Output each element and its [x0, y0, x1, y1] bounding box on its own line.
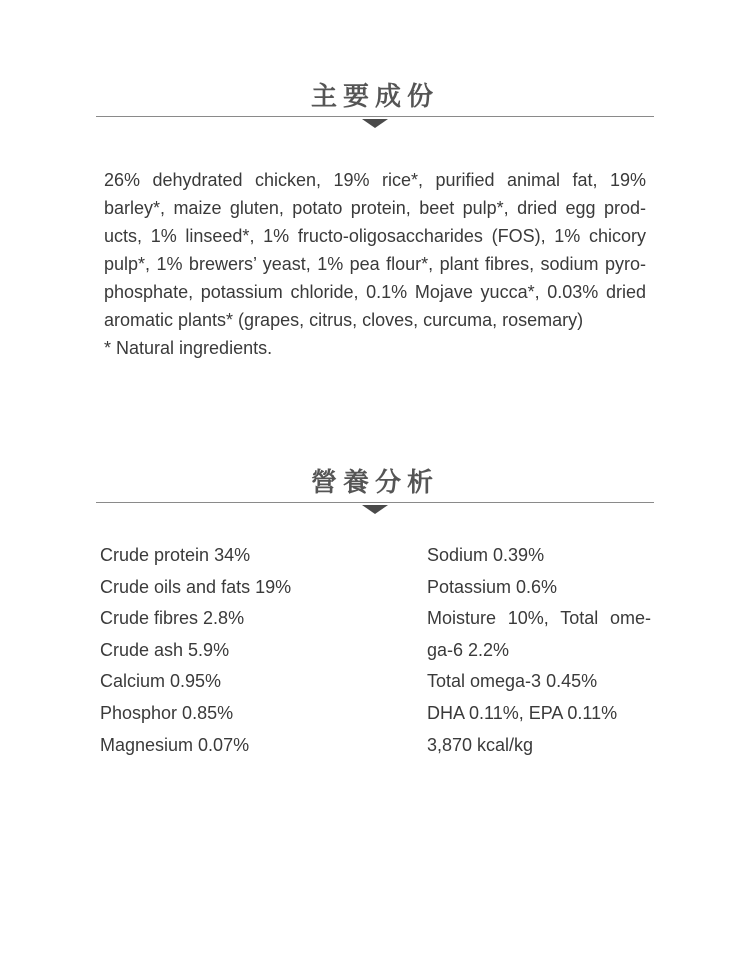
caret-down-icon [362, 505, 388, 514]
analysis-item: Total omega-3 0.45% [427, 671, 598, 692]
analysis-title: 營養分析 [310, 468, 439, 498]
analysis-list-left [100, 540, 390, 761]
ingredients-divider [96, 116, 654, 117]
ingredients-text: 26% dehydrated chicken, 19% rice*, purified animal fat, 19% barley*, maize gluten, potato protein, beet pulp*, dried egg prod-ucts, 1% linseed*, 1% fructo-oligosaccharides (FOS), 1% chicory pulp*, 1% brewers’ yeast, 1% pea flour*, plant fibres, sodium pyro-phosphate, potassium chloride, 0.1% Mojave yucca*, 0.03% dried aromatic plants* (grapes, citrus, cloves, curcuma, rosemary) [104, 170, 646, 330]
analysis-item: Magnesium 0.07% [100, 734, 250, 755]
analysis-item: DHA 0.11%, EPA 0.11% [427, 702, 618, 723]
ingredients-header [96, 80, 654, 128]
analysis-item: Crude ash 5.9% [100, 639, 230, 660]
analysis-item: Calcium 0.95% [100, 671, 222, 692]
analysis-item: Crude oils and fats 19% [100, 576, 292, 597]
analysis-item: 3,870 kcal/kg [427, 734, 534, 755]
analysis-divider [96, 502, 654, 503]
analysis-list-right [427, 540, 651, 761]
ingredients-title: 主要成份 [310, 82, 439, 112]
analysis-item: Moisture 10%, Total ome-ga-6 2.2% [427, 608, 651, 660]
analysis-item: Phosphor 0.85% [100, 702, 234, 723]
analysis-header [96, 466, 654, 514]
analysis-item: Crude protein 34% [100, 545, 251, 565]
ingredients-block [104, 166, 646, 362]
analysis-item: Sodium 0.39% [427, 545, 545, 565]
analysis-item: Crude fibres 2.8% [100, 608, 245, 629]
analysis-item: Potassium 0.6% [427, 576, 558, 597]
ingredients-note: * Natural ingredients. [104, 338, 273, 358]
caret-down-icon [362, 119, 388, 128]
